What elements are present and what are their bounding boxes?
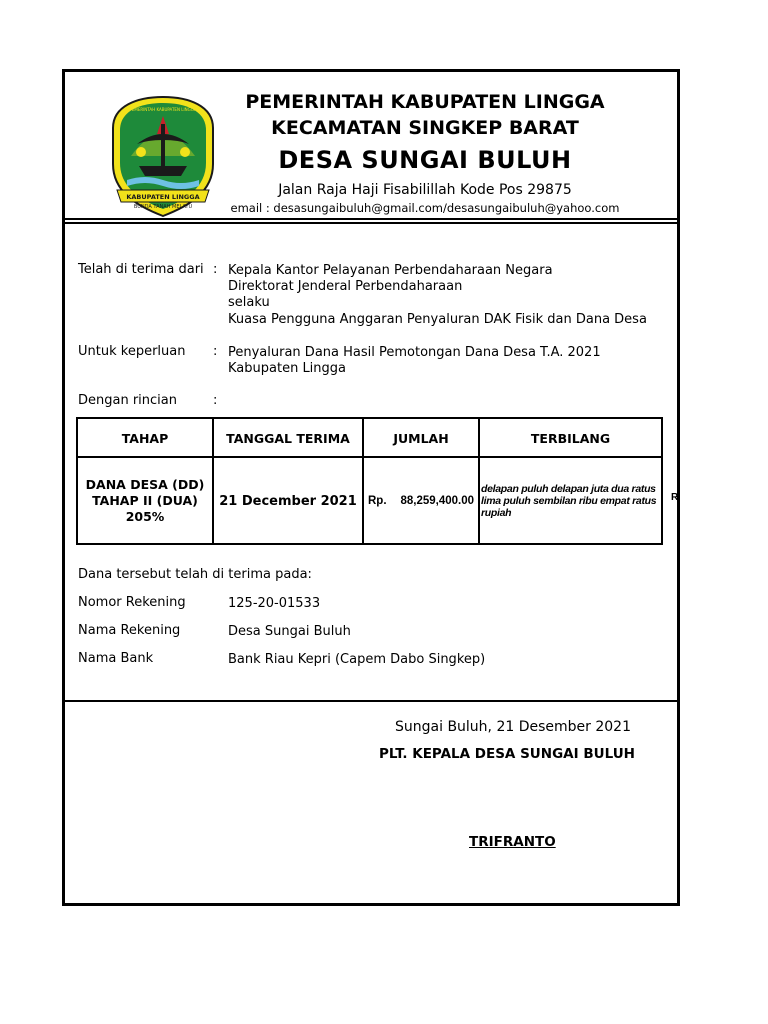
from-line-4: Kuasa Pengguna Anggaran Penyaluran DAK Fisik dan Dana Desa bbox=[228, 312, 647, 327]
from-line-1: Kepala Kantor Pelayanan Perbendaharaan Negara bbox=[228, 263, 553, 278]
purpose-line-2: Kabupaten Lingga bbox=[228, 361, 347, 376]
terbilang-line-2: lima puluh sembilan ribu empat ratus bbox=[481, 495, 657, 507]
account-number-label: Nomor Rekening bbox=[78, 595, 186, 610]
cell-terbilang bbox=[480, 459, 661, 543]
cell-jumlah bbox=[364, 459, 478, 543]
from-line-3: selaku bbox=[228, 295, 270, 310]
letterhead bbox=[65, 72, 677, 220]
tahap-line-1: DANA DESA (DD) bbox=[85, 477, 205, 492]
detail-table bbox=[76, 417, 663, 545]
logo-top-text: PEMERINTAH KABUPATEN LINGGA bbox=[129, 107, 197, 112]
purpose-line-1: Penyaluran Dana Hasil Pemotongan Dana Desa T.A. 2021 bbox=[228, 345, 601, 360]
detail-label: Dengan rincian bbox=[78, 393, 177, 408]
logo-bottom-text: BUNDA TANAH MELAYU bbox=[133, 204, 193, 210]
header-jumlah: JUMLAH bbox=[393, 430, 449, 446]
village-title: DESA SUNGAI BULUH bbox=[278, 146, 572, 174]
signature-divider bbox=[65, 700, 677, 702]
signatory-title: PLT. KEPALA DESA SUNGAI BULUH bbox=[379, 746, 635, 762]
purpose-colon: : bbox=[213, 344, 218, 359]
place-date: Sungai Buluh, 21 Desember 2021 bbox=[395, 719, 631, 735]
logo-banner-text: KABUPATEN LINGGA bbox=[126, 193, 200, 201]
district-title: KECAMATAN SINGKEP BARAT bbox=[271, 117, 579, 139]
bank-intro: Dana tersebut telah di terima pada: bbox=[78, 567, 312, 582]
from-line-2: Direktorat Jenderal Perbendaharaan bbox=[228, 279, 463, 294]
tahap-line-3: 205% bbox=[125, 509, 165, 524]
terbilang-line-1: delapan puluh delapan juta dua ratus bbox=[481, 483, 656, 495]
bank-name-value: Bank Riau Kepri (Capem Dabo Singkep) bbox=[228, 652, 486, 667]
account-name-value: Desa Sungai Buluh bbox=[228, 624, 351, 639]
terbilang-line-3: rupiah bbox=[481, 507, 512, 519]
header-divider-bottom bbox=[65, 222, 677, 224]
account-number-value: 125-20-01533 bbox=[228, 596, 321, 611]
government-title: PEMERINTAH KABUPATEN LINGGA bbox=[245, 91, 605, 113]
header-tanggal: TANGGAL TERIMA bbox=[226, 430, 350, 446]
purpose-label: Untuk keperluan bbox=[78, 344, 186, 359]
cell-tahap bbox=[78, 459, 212, 543]
header-terbilang: TERBILANG bbox=[530, 430, 611, 446]
header-tahap: TAHAP bbox=[121, 430, 169, 446]
from-label: Telah di terima dari bbox=[78, 262, 204, 277]
receipt-document bbox=[62, 69, 680, 906]
address-line: Jalan Raja Haji Fisabilillah Kode Pos 29875 bbox=[278, 182, 572, 198]
amount-value: 88,259,400.00 bbox=[400, 495, 474, 507]
email-line: email : desasungaibuluh@gmail.com/desasungaibuluh@yahoo.com bbox=[230, 201, 620, 215]
terbilang-overflow-mark: R bbox=[671, 492, 679, 503]
detail-colon: : bbox=[213, 393, 218, 408]
tahap-line-2: TAHAP II (DUA) bbox=[92, 493, 198, 508]
bank-name-label: Nama Bank bbox=[78, 651, 154, 666]
account-name-label: Nama Rekening bbox=[78, 623, 181, 638]
currency-label: Rp. bbox=[368, 495, 387, 507]
signatory-name: TRIFRANTO bbox=[469, 834, 556, 850]
regency-logo-icon bbox=[109, 94, 217, 218]
header-divider-top bbox=[65, 218, 677, 220]
from-colon: : bbox=[213, 262, 218, 277]
cell-tanggal: 21 December 2021 bbox=[219, 493, 357, 509]
